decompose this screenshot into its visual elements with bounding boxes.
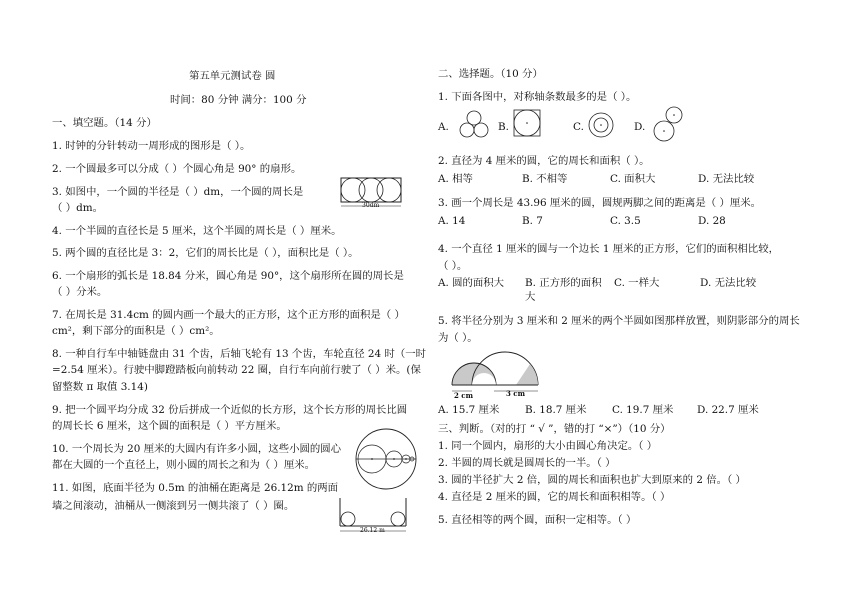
- choice-3-option-b: B. 7: [522, 215, 543, 227]
- choice-5-option-b: B. 18.7 厘米: [525, 404, 587, 416]
- question-6: 6. 一个扇形的弧长是 18.84 分米，圆心角是 90°，这个扇形所在圆的周长是: [52, 270, 404, 282]
- judge-1: 1. 同一个圆内，扇形的大小由圆心角决定。（ ）: [438, 440, 658, 452]
- choice-5-cont: 为（ ）。: [438, 332, 478, 344]
- choice-5: 5. 将半径分别为 3 厘米和 2 厘米的两个半圆如图那样放置，则阴影部分的周长: [438, 315, 800, 327]
- question-8-cont2: 留整数 π 取值 3.14): [52, 381, 148, 393]
- figure-3-label: 30dm: [362, 202, 380, 209]
- question-4: 4. 一个半圆的直径长是 5 厘米，这个半圆的周长是（ ）厘米。: [52, 225, 342, 237]
- question-7: 7. 在周长是 31.4cm 的圆内画一个最大的正方形，这个正方形的面积是（ ）: [52, 309, 405, 321]
- question-10-cont: 都在大圆的一个直径上，则小圆的周长之和为（ ）厘米。: [52, 459, 316, 471]
- judge-4: 4. 直径是 2 厘米的圆，它的周长和面积相等。（ ）: [438, 491, 671, 503]
- choice-4: 4. 一个直径 1 厘米的圆与一个边长 1 厘米的正方形，它们的面积相比较，: [438, 243, 779, 255]
- choice-2-option-a: A. 相等: [438, 173, 473, 185]
- choice-4-option-b-wrap: 大: [525, 291, 536, 303]
- question-1: 1. 时钟的分针转动一周形成的图形是（ ）。: [52, 140, 251, 152]
- judge-3: 3. 圆的半径扩大 2 倍，圆的周长和面积也扩大到原来的 2 倍。（ ）: [438, 474, 746, 486]
- question-8: 8. 一种自行车中轴链盘由 31 个齿，后轴飞轮有 13 个齿，车轮直径 24 时（一时: [52, 348, 427, 360]
- choice-4-option-a: A. 圆的面积大: [438, 277, 505, 289]
- choice-1-option-d-label: D.: [634, 121, 646, 133]
- choice-5-option-d: D. 22.7 厘米: [697, 404, 759, 416]
- question-2: 2. 一个圆最多可以分成（ ）个圆心角是 90° 的扇形。: [52, 163, 302, 175]
- question-11: 11. 如图，底面半径为 0.5m 的油桶在距离是 26.12m 的两面: [52, 482, 339, 494]
- question-8-cont: =2.54 厘米）。行驶中脚蹬踏板向前转动 22 圈，自行车向前行驶了（ ）米。(保: [52, 364, 421, 376]
- choice-1-option-a-label: A.: [438, 121, 449, 133]
- choice-5-option-c: C. 19.7 厘米: [612, 404, 674, 416]
- choice-1-option-c-figure: [588, 112, 614, 138]
- figure-11-label: 26.12 m: [360, 527, 385, 534]
- choice-2-option-c: C. 面积大: [610, 173, 656, 185]
- choice-1-option-a-figure: [455, 110, 493, 140]
- choice-4-option-d: D. 无法比较: [700, 277, 757, 289]
- question-11-cont: 墙之间滚动，油桶从一侧滚到另一侧共滚了（ ）圈。: [52, 500, 295, 512]
- choice-1-option-b-label: B.: [498, 121, 509, 133]
- figure-5-label-3cm: 3 cm: [506, 389, 525, 398]
- choice-3-option-a: A. 14: [438, 215, 466, 227]
- choice-3: 3. 画一个周长是 43.96 厘米的圆，圆规两脚之间的距离是（ ）厘米。: [438, 197, 762, 209]
- figure-big-circle-small-circles: [354, 427, 418, 491]
- section-judge: 三、判断。（对的打 “ √ ”，错的打 “×”）（10 分）: [438, 423, 671, 435]
- section-fill-blank: 一、填空题。（14 分）: [52, 117, 157, 129]
- choice-1-option-d-figure: [652, 106, 686, 142]
- page-subtitle: 时间：80 分钟 满分：100 分: [170, 94, 307, 106]
- figure-5-label-2cm: 2 cm: [454, 391, 473, 400]
- page-title: 第五单元测试卷 圆: [189, 70, 276, 82]
- question-3: 3. 如图中，一个圆的半径是（ ）dm，一个圆的周长是: [52, 186, 304, 198]
- question-7-cont: cm²，剩下部分的面积是（ ）cm²。: [52, 325, 220, 337]
- question-6-cont: （ ）分米。: [52, 286, 108, 298]
- choice-3-option-c: C. 3.5: [610, 215, 641, 227]
- choice-4-option-b: B. 正方形的面积: [525, 277, 602, 289]
- question-3-cont: （ ）dm。: [52, 202, 103, 214]
- question-5: 5. 两个圆的直径比是 3：2，它们的周长比是（ ），面积比是（ ）。: [52, 247, 359, 259]
- choice-2-option-d: D. 无法比较: [698, 173, 755, 185]
- choice-3-option-d: D. 28: [698, 215, 726, 227]
- question-10: 10. 一个周长为 20 厘米的大圆内有许多小圆，这些小圆的圆心: [52, 443, 342, 455]
- judge-2: 2. 半圆的周长就是圆周长的一半。（ ）: [438, 457, 616, 469]
- choice-2: 2. 直径为 4 厘米的圆，它的周长和面积（ ）。: [438, 155, 650, 167]
- question-9-cont: 的周长长 6 厘米，这个圆的面积是（ ）平方厘米。: [52, 420, 287, 432]
- choice-2-option-b: B. 不相等: [522, 173, 568, 185]
- choice-1: 1. 下面各图中，对称轴条数最多的是（ ）。: [438, 91, 637, 103]
- choice-5-option-a: A. 15.7 厘米: [438, 404, 500, 416]
- section-choice: 二、选择题。（10 分）: [438, 68, 543, 80]
- question-9: 9. 把一个圆平均分成 32 份后拼成一个近似的长方形，这个长方形的周长比圆: [52, 404, 408, 416]
- choice-1-option-b-figure: [513, 109, 541, 137]
- choice-4-option-c: C. 一样大: [614, 277, 660, 289]
- choice-1-option-c-label: C.: [573, 121, 584, 133]
- choice-4-cont: （ ）。: [438, 260, 468, 272]
- judge-5: 5. 直径相等的两个圆，面积一定相等。（ ）: [438, 514, 637, 526]
